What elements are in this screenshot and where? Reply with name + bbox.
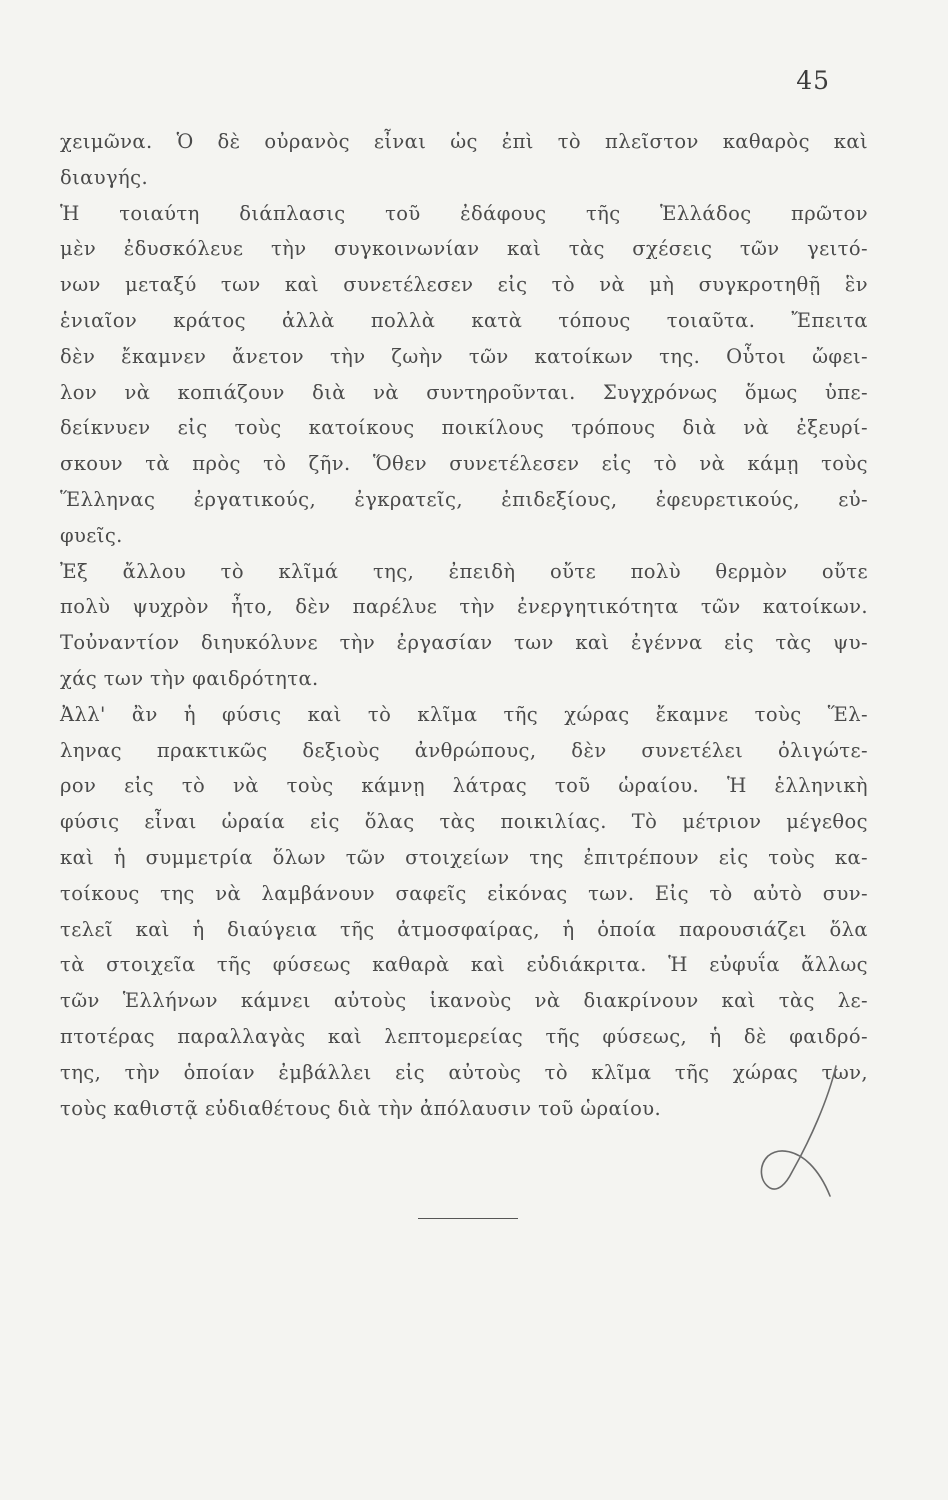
text-line: ρον εἰς τὸ νὰ τοὺς κάμνῃ λάτρας τοῦ ὡραίου. Ἡ ἑλληνικὴ — [60, 774, 868, 798]
text-line: πολὺ ψυχρὸν ἦτο, δὲν παρέλυε τὴν ἐνεργητικότητα τῶν κατοίκων. — [60, 595, 868, 619]
text-line: φύσις εἶναι ὡραία εἰς ὅλας τὰς ποικιλίας. Τὸ μέτριον μέγεθος — [60, 810, 868, 834]
text-line: τοὺς καθιστᾷ εὐδιαθέτους διὰ τὴν ἀπόλαυσιν τοῦ ὡραίου. — [60, 1096, 662, 1120]
handwritten-check-mark — [748, 1060, 878, 1200]
body-text — [60, 124, 868, 1126]
text-line: λον νὰ κοπιάζουν διὰ νὰ συντηροῦνται. Συγχρόνως ὅμως ὑπε- — [60, 380, 868, 404]
text-line: τῶν Ἑλλήνων κάμνει αὐτοὺς ἱκανοὺς νὰ διακρίνουν καὶ τὰς λε- — [60, 989, 868, 1013]
text-line: Ἀλλ' ἂν ἡ φύσις καὶ τὸ κλῖμα τῆς χώρας ἔκαμνε τοὺς Ἕλ- — [60, 702, 868, 726]
section-divider — [418, 1218, 518, 1219]
text-line: Τοὐναντίον διηυκόλυνε τὴν ἐργασίαν των καὶ ἐγέννα εἰς τὰς ψυ- — [60, 631, 868, 655]
text-line: διαυγής. — [60, 165, 149, 189]
text-line: φυεῖς. — [60, 523, 123, 547]
text-line: ἑνιαῖον κράτος ἀλλὰ πολλὰ κατὰ τόπους τοιαῦτα. Ἔπειτα — [60, 308, 868, 332]
text-line: καὶ ἡ συμμετρία ὅλων τῶν στοιχείων της ἐπιτρέπουν εἰς τοὺς κα- — [60, 845, 868, 869]
text-line: δὲν ἔκαμνεν ἄνετον τὴν ζωὴν τῶν κατοίκων της. Οὗτοι ὤφει- — [60, 344, 868, 368]
text-line: ληνας πρακτικῶς δεξιοὺς ἀνθρώπους, δὲν συνετέλει ὀλιγώτε- — [60, 738, 868, 762]
text-line: μὲν ἐδυσκόλευε τὴν συγκοινωνίαν καὶ τὰς σχέσεις τῶν γειτό- — [60, 237, 868, 261]
text-line: δείκνυεν εἰς τοὺς κατοίκους ποικίλους τρόπους διὰ νὰ ἐξευρί- — [60, 416, 868, 440]
text-line: Ἕλληνας ἐργατικούς, ἐγκρατεῖς, ἐπιδεξίους, ἐφευρετικούς, εὐ- — [60, 487, 868, 511]
text-line: τοίκους της νὰ λαμβάνουν σαφεῖς εἰκόνας των. Εἰς τὸ αὐτὸ συν- — [60, 881, 868, 905]
text-line: χειμῶνα. Ὁ δὲ οὐρανὸς εἶναι ὡς ἐπὶ τὸ πλεῖστον καθαρὸς καὶ — [60, 130, 868, 153]
text-line: χάς των τὴν φαιδρότητα. — [60, 666, 319, 690]
text-line: της, τὴν ὁποίαν ἐμβάλλει εἰς αὐτοὺς τὸ κλῖμα τῆς χώρας των, — [60, 1060, 868, 1084]
page-number: 45 — [796, 66, 830, 95]
text-line: Ἐξ ἄλλου τὸ κλῖμά της, ἐπειδὴ οὔτε πολὺ θερμὸν οὔτε — [60, 559, 868, 583]
text-line: τὰ στοιχεῖα τῆς φύσεως καθαρὰ καὶ εὐδιάκριτα. Ἡ εὐφυΐα ἄλλως — [60, 953, 868, 977]
text-line: πτοτέρας παραλλαγὰς καὶ λεπτομερείας τῆς φύσεως, ἡ δὲ φαιδρό- — [60, 1024, 868, 1048]
text-line: τελεῖ καὶ ἡ διαύγεια τῆς ἀτμοσφαίρας, ἡ ὁποία παρουσιάζει ὅλα — [60, 917, 868, 941]
text-line: σκουν τὰ πρὸς τὸ ζῆν. Ὅθεν συνετέλεσεν εἰς τὸ νὰ κάμῃ τοὺς — [60, 452, 868, 476]
text-line: Ἡ τοιαύτη διάπλασις τοῦ ἐδάφους τῆς Ἑλλάδος πρῶτον — [60, 201, 868, 225]
text-line: νων μεταξύ των καὶ συνετέλεσεν εἰς τὸ νὰ μὴ συγκροτηθῇ ἓν — [60, 273, 868, 297]
